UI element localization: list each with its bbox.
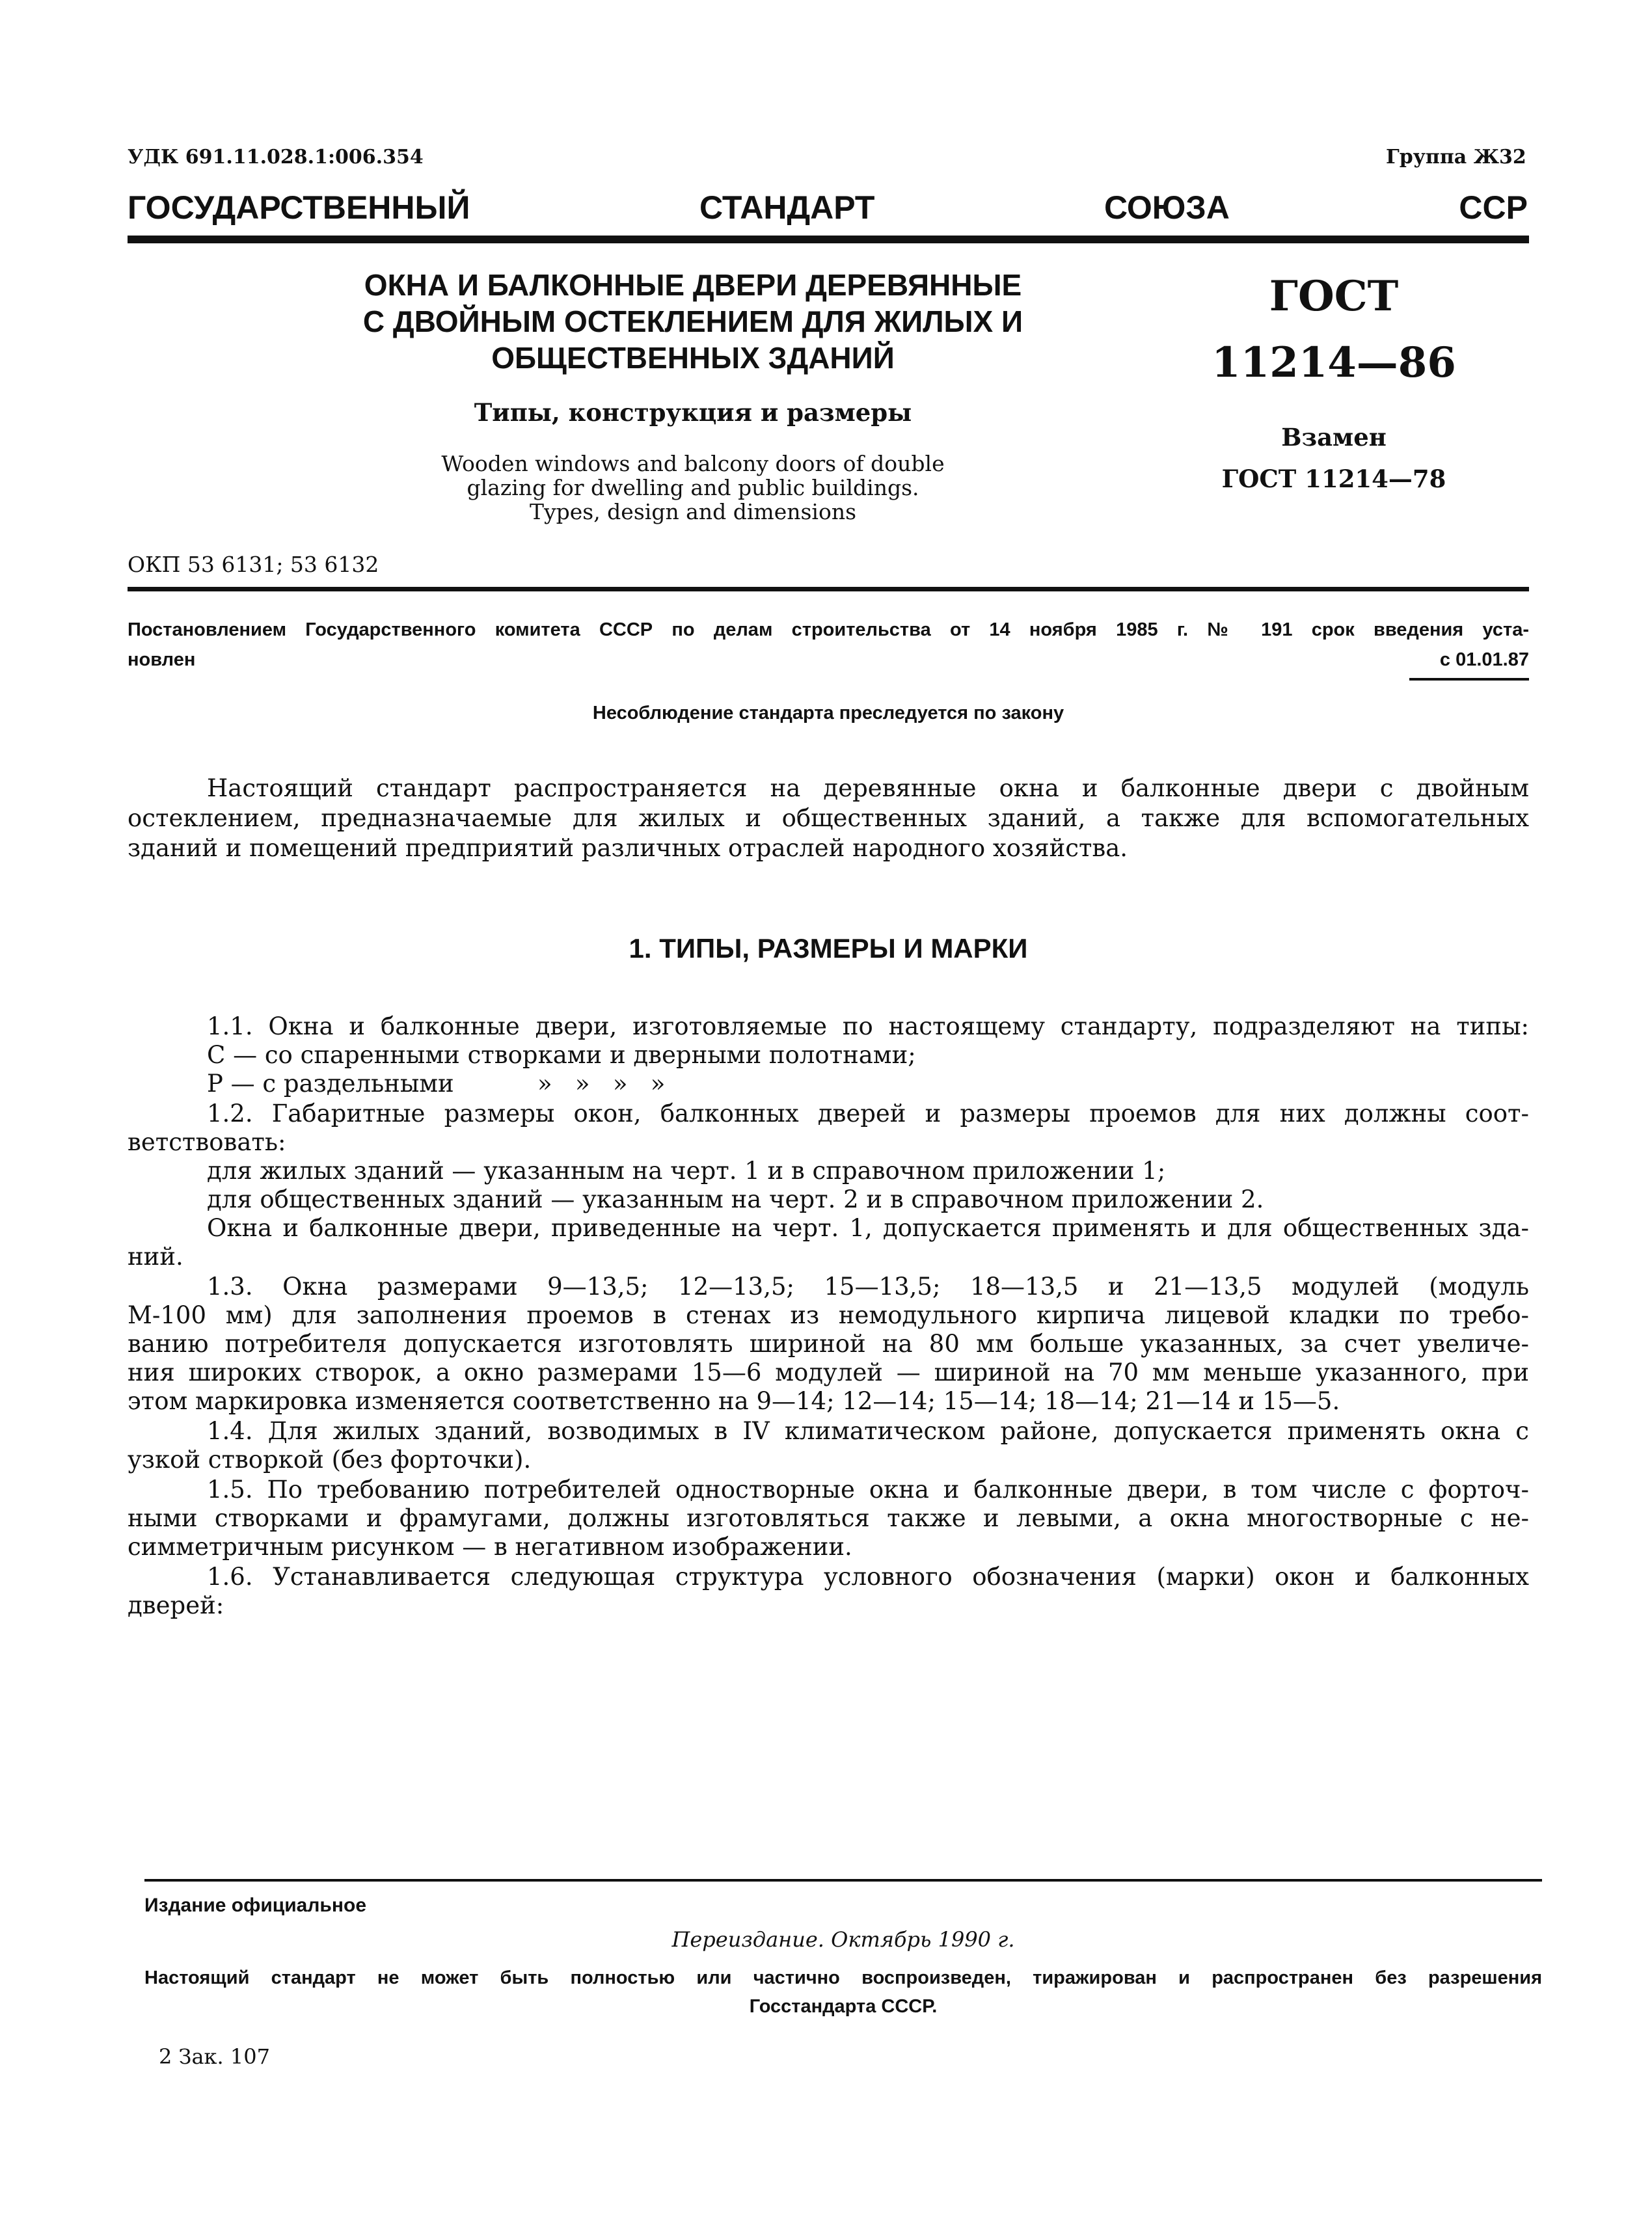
footer-rule — [144, 1879, 1542, 1882]
group-code: Группа Ж32 — [1386, 146, 1526, 169]
intro-line-1: Настоящий стандарт распространяется на деревянные окна и балконные двери с двойным — [207, 774, 1529, 802]
english-title-line-3: Types, design and dimensions — [529, 499, 857, 524]
clause-1-5-line-1: 1.5. По требованию потребителей одностворные окна и балконные двери, в том числе с форточ- — [207, 1476, 1529, 1504]
clause-1-5-line-2: ными створками и фрамугами, должны изготовляться также и левыми, а окна многостворные с не- — [128, 1504, 1529, 1532]
copyright-line-1: Настоящий стандарт не может быть полностью или частично воспроизведен, тиражирован и распространен без разрешения — [144, 1967, 1542, 1988]
clause-1-3-line-4: ния широких створок, а окно размерами 15—6 модулей — шириной на 70 мм меньше указанного, при — [128, 1358, 1529, 1386]
title-subtitle: Типы, конструкция и размеры — [474, 398, 912, 427]
order-number: 2 Зак. 107 — [159, 2044, 270, 2069]
copyright-line-2: Госстандарта СССР. — [749, 1996, 938, 2017]
clause-1-3-line-3: ванию потребителя допускается изготовлять шириной на 80 мм больше указанных, за счет увеличе- — [128, 1330, 1529, 1358]
clause-1-2-residential: для жилых зданий — указанным на черт. 1 и в справочном приложении 1; — [207, 1157, 1166, 1185]
clause-1-5-line-3: симметричным рисунком — в негативном изображении. — [128, 1533, 852, 1561]
title-line-2: С ДВОЙНЫМ ОСТЕКЛЕНИЕМ ДЛЯ ЖИЛЫХ И — [362, 304, 1023, 338]
replaces-label: Взамен — [1281, 423, 1387, 452]
official-edition: Издание официальное — [144, 1895, 367, 1916]
reissue-note: Переиздание. Октябрь 1990 г. — [671, 1927, 1015, 1952]
okp-code: ОКП 53 6131; 53 6132 — [128, 552, 379, 577]
clause-1-6-line-1: 1.6. Устанавливается следующая структура условного обозначения (марки) окон и балконных — [207, 1563, 1529, 1591]
state-standard-heading: ГОСУДАРСТВЕННЫЙ СТАНДАРТ СОЮЗА ССР — [128, 189, 1528, 226]
gost-label: ГОСТ — [1269, 272, 1399, 321]
decree-line-2: новлен — [128, 649, 196, 670]
english-title — [260, 452, 1126, 524]
clause-1-1: 1.1. Окна и балконные двери, изготовляемые по настоящему стандарту, подразделяют на типы: — [207, 1012, 1529, 1040]
effective-date-underline — [1409, 678, 1529, 681]
header-rule-bottom — [128, 587, 1529, 591]
udk-code: УДК 691.11.028.1:006.354 — [128, 146, 424, 169]
english-title-line-1: Wooden windows and balcony doors of double — [441, 451, 945, 476]
replaces-gost: ГОСТ 11214—78 — [1221, 465, 1446, 493]
clause-1-6-line-2: дверей: — [128, 1591, 224, 1619]
clause-1-4-line-1: 1.4. Для жилых зданий, возводимых в IV климатическом районе, допускается применять окна с — [207, 1417, 1529, 1445]
title-block — [260, 267, 1126, 376]
clause-1-2-note-cont: ний. — [128, 1243, 183, 1271]
header-rule-thick — [128, 236, 1529, 243]
clause-1-2: 1.2. Габаритные размеры окон, балконных дверей и размеры проемов для них должны соот- — [207, 1100, 1529, 1128]
clause-1-2-note: Окна и балконные двери, приведенные на черт. 1, допускается применять и для общественных зда- — [207, 1214, 1529, 1242]
intro-line-2: остеклением, предназначаемые для жилых и общественных зданий, а также для вспомогательных — [128, 804, 1529, 832]
clause-1-4-line-2: узкой створкой (без форточки). — [128, 1446, 532, 1474]
gost-number: 11214—86 — [1212, 338, 1456, 387]
clause-1-3-line-5: этом маркировка изменяется соответственно на 9—14; 12—14; 15—14; 18—14; 21—14 и 15—5. — [128, 1387, 1340, 1415]
clause-1-2-cont: ветствовать: — [128, 1128, 286, 1156]
title-line-3: ОБЩЕСТВЕННЫХ ЗДАНИЙ — [491, 341, 895, 375]
title-line-1: ОКНА И БАЛКОННЫЕ ДВЕРИ ДЕРЕВЯННЫЕ — [364, 268, 1022, 302]
clause-1-1-type-r: Р — с раздельными — [207, 1070, 454, 1098]
clause-1-2-public: для общественных зданий — указанным на черт. 2 и в справочном приложении 2. — [207, 1185, 1264, 1213]
intro-line-3: зданий и помещений предприятий различных отраслей народного хозяйства. — [128, 834, 1128, 862]
effective-date: с 01.01.87 — [1439, 649, 1529, 670]
clause-1-3-line-1: 1.3. Окна размерами 9—13,5; 12—13,5; 15—13,5; 18—13,5 и 21—13,5 модулей (модуль — [207, 1273, 1529, 1301]
clause-1-3-line-2: М-100 мм) для заполнения проемов в стенах из немодульного кирпича лицевой кладки по требо- — [128, 1301, 1529, 1329]
section-title: 1. ТИПЫ, РАЗМЕРЫ И МАРКИ — [629, 933, 1028, 964]
decree-line-1: Постановлением Государственного комитета СССР по делам строительства от 14 ноября 1985 г. № 191 срок введения уста- — [128, 619, 1529, 640]
clause-1-1-ditto: » » » » — [537, 1070, 666, 1098]
clause-1-1-type-c: С — со спаренными створками и дверными полотнами; — [207, 1041, 916, 1069]
law-warning: Несоблюдение стандарта преследуется по закону — [592, 703, 1064, 723]
english-title-line-2: glazing for dwelling and public buildings. — [467, 475, 919, 500]
